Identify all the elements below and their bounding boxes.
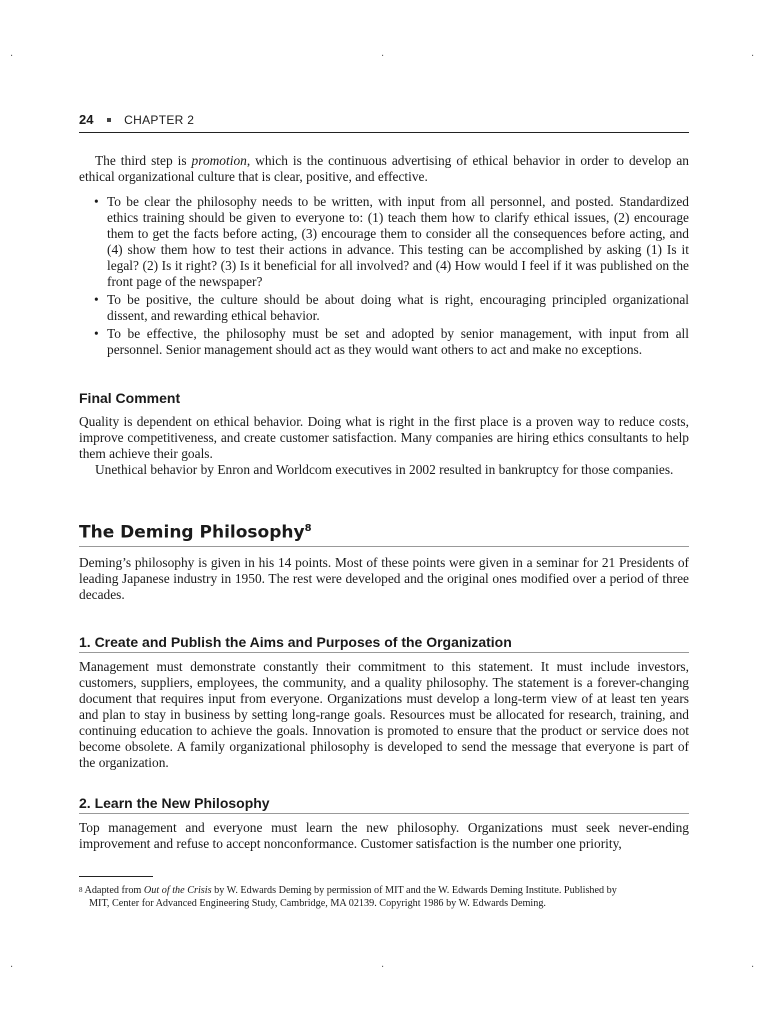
bullet-text: To be effective, the philosophy must be set and adopted by senior management, with input from all personnel. Senior management should act as they would want others to act and make no exceptions. <box>107 326 689 357</box>
footnote-mark: 8 <box>79 886 83 894</box>
crop-mark: · <box>751 962 755 973</box>
point-1-body <box>79 659 689 771</box>
crop-mark: · <box>381 962 385 973</box>
promotion-text-end: , which is the continuous advertising of ethical behavior in order to develop an ethical organizational culture that is clear, positive, and effective. <box>79 153 689 184</box>
promotion-bullet-list <box>79 194 689 360</box>
point-2-body <box>79 820 689 852</box>
bullet-dot: • <box>94 292 99 307</box>
point-2-heading: 2. Learn the New Philosophy <box>79 794 689 814</box>
deming-heading <box>79 518 689 547</box>
final-comment-heading: Final Comment <box>79 390 181 406</box>
footnote-reference: 8 <box>304 523 312 534</box>
promotion-text-start: The third step is <box>95 153 192 168</box>
running-head <box>79 112 689 133</box>
point-2-paragraph: Top management and everyone must learn the new philosophy. Organizations must seek never-ending improvement and refuse to accept nonconformance. Customer satisfaction is the number one priority, <box>79 820 689 851</box>
crop-mark: · <box>10 51 14 62</box>
separator-square <box>107 118 111 122</box>
footnote-text-end: by W. Edwards Deming by permission of MIT and the W. Edwards Deming Institute. Published by <box>211 885 617 896</box>
chapter-label: CHAPTER 2 <box>124 113 195 127</box>
footnote-book-title: Out of the Crisis <box>143 885 212 896</box>
deming-intro <box>79 555 689 603</box>
bullet-text: To be positive, the culture should be about doing what is right, encouraging principled organizational dissent, and rewarding ethical behavior. <box>107 292 689 323</box>
crop-mark: · <box>381 51 385 62</box>
crop-mark: · <box>10 962 14 973</box>
final-comment-paragraph-2: Unethical behavior by Enron and Worldcom executives in 2002 resulted in bankruptcy for those companies. <box>95 462 674 477</box>
point-1-heading: 1. Create and Publish the Aims and Purposes of the Organization <box>79 633 689 653</box>
bullet-item <box>79 326 689 358</box>
footnote-rule <box>79 876 153 877</box>
final-comment-paragraph-1: Quality is dependent on ethical behavior. Doing what is right in the first place is a proven way to reduce costs, improve competitiveness, and create customer satisfaction. Many companies are hiring ethics consultants to help them achieve their goals. <box>79 414 689 461</box>
bullet-item <box>79 292 689 324</box>
promotion-paragraph <box>79 153 689 185</box>
page-number: 24 <box>79 112 94 127</box>
bullet-dot: • <box>94 326 99 341</box>
footnote-text-start: Adapted from <box>82 885 144 896</box>
footnote-line-2: MIT, Center for Advanced Engineering Study, Cambridge, MA 02139. Copyright 1986 by W. Edwards Deming. <box>89 898 546 909</box>
bullet-item <box>79 194 689 290</box>
deming-heading-text: The Deming Philosophy <box>79 522 305 543</box>
promotion-term: promotion <box>191 153 247 168</box>
crop-mark: · <box>751 51 755 62</box>
final-comment-body <box>79 414 689 478</box>
footnote <box>79 884 689 910</box>
bullet-text: To be clear the philosophy needs to be written, with input from all personnel, and posted. Standardized ethics training should be given to everyone to: (1) teach them how to clarify ethical issues, (2) encourage them to get the facts before acting, (3) encourage them to consider all the consequences before acting, and (4) show them how to test their actions in advance. This testing can be accomplished by asking (1) Is it legal? (2) Is it right? (3) Is it beneficial for all involved? and (4) How would I feel if it was published on the front page of the newspaper? <box>107 194 689 289</box>
point-1-paragraph: Management must demonstrate constantly their commitment to this statement. It must include investors, customers, suppliers, employees, the community, and a quality philosophy. The statement is a forever-changing document that requires input from everyone. Organizations must develop a long-term view of at least ten years and plan to stay in business by setting long-range goals. Resources must be allocated for research, training, and continuing education to achieve the goals. Innovation is promoted to ensure that the product or service does not become obsolete. A family organizational philosophy is developed to send the message that everyone is part of the organization. <box>79 659 689 770</box>
deming-intro-paragraph: Deming’s philosophy is given in his 14 points. Most of these points were given in a seminar for 21 Presidents of leading Japanese industry in 1950. The rest were developed and the original ones modified over a period of three decades. <box>79 555 689 602</box>
bullet-dot: • <box>94 194 99 209</box>
